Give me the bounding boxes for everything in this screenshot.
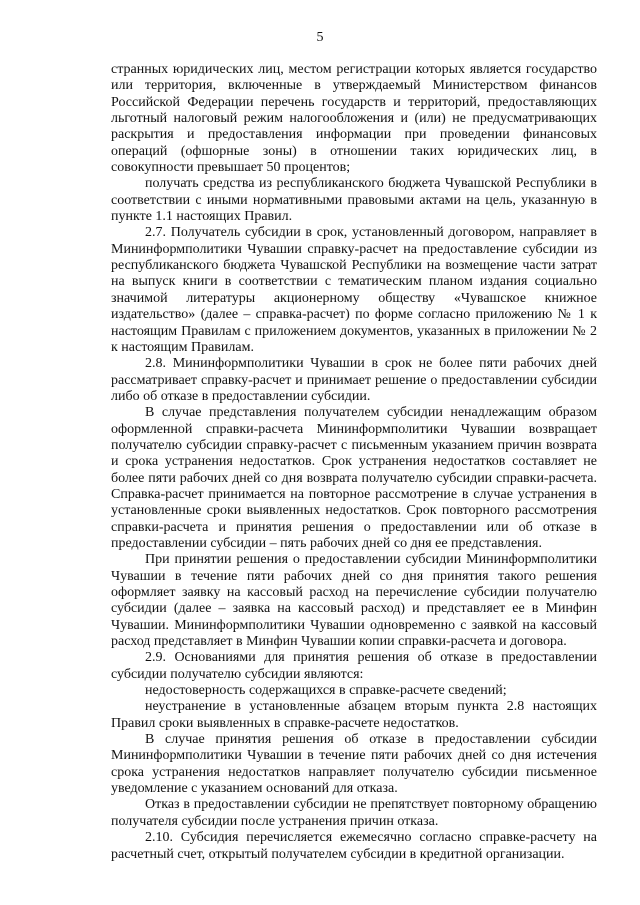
paragraph-2-7: 2.7. Получатель субсидии в срок, установленный договором, направляет в Мининформполитики Чувашии справку-расчет на предоставление субсидии из республиканского бюджета Чувашской Республики на возмещение части затрат на выпуск книги в соответствии с тематическим планом издания социально значимой литературы акционерному обществу «Чувашское книжное издательство» (далее – справка-расчет) по форме согласно приложению № 1 к настоящим Правилам с приложением документов, указанных в приложении № 2 к настоящим Правилам. [111, 225, 597, 355]
paragraph: В случае принятия решения об отказе в предоставлении субсидии Мининформполитики Чувашии в течение пяти рабочих дней со дня истечения срока устранения недостатков направляет получателю субсидии письменное уведомление с указанием оснований для отказа. [111, 732, 597, 797]
paragraph: получать средства из республиканского бюджета Чувашской Республики в соответствии с иными нормативными правовыми актами на цель, указанную в пункте 1.1 настоящих Правил. [111, 176, 597, 225]
page-number: 5 [316, 30, 324, 45]
paragraph-2-9: 2.9. Основаниями для принятия решения об отказе в предоставлении субсидии получателю субсидии являются: [111, 650, 597, 682]
paragraph-2-8: 2.8. Мининформполитики Чувашии в срок не более пяти рабочих дней рассматривает справку-расчет и принимает решение о предоставлении субсидии либо об отказе в предоставлении субсидии. [111, 356, 597, 404]
paragraph: В случае представления получателем субсидии ненадлежащим образом оформленной справки-расчета Мининформполитики Чувашии возвращает получателю субсидии справку-расчет с письменным указанием причин возврата и срока устранения недостатков. Срок устранения недостатков составляет не более пяти рабочих дней со дня возврата получателю субсидии справки-расчета. Справка-расчет принимается на повторное рассмотрение в случае устранения в установленные сроки выявленных недостатков. Срок повторного рассмотрения справки-расчета и принятия решения о предоставлении или об отказе в предоставлении субсидии – пять рабочих дней со дня ее представления. [111, 405, 597, 551]
paragraph: Отказ в предоставлении субсидии не препятствует повторному обращению получателя субсидии после устранения причин отказа. [111, 797, 597, 829]
paragraph: недостоверность содержащихся в справке-расчете сведений; [145, 683, 507, 699]
document-body [111, 62, 597, 863]
paragraph: неустранение в установленные абзацем вторым пункта 2.8 настоящих Правил сроки выявленных в справке-расчете недостатков. [111, 699, 597, 731]
paragraph: При принятии решения о предоставлении субсидии Мининформполитики Чувашии в течение пяти рабочих дней со дня принятия такого решения оформляет заявку на кассовый расход на перечисление субсидии получателю субсидии (далее – заявка на кассовый расход) и представляет ее в Минфин Чувашии. Мининформполитики Чувашии одновременно с заявкой на кассовый расход представляет в Минфин Чувашии копии справки-расчета и договора. [111, 552, 597, 650]
paragraph-2-10: 2.10. Субсидия перечисляется ежемесячно согласно справке-расчету на расчетный счет, открытый получателем субсидии в кредитной организации. [111, 830, 597, 862]
paragraph-continuation: странных юридических лиц, местом регистрации которых является государство или территория, включенные в утверждаемый Министерством финансов Российской Федерации перечень государств и территорий, предоставляющих льготный налоговый режим налогообложения и (или) не предусматривающих раскрытия и предоставления информации при проведении финансовых операций (офшорные зоны) в отношении таких юридических лиц, в совокупности превышает 50 процентов; [111, 62, 597, 176]
